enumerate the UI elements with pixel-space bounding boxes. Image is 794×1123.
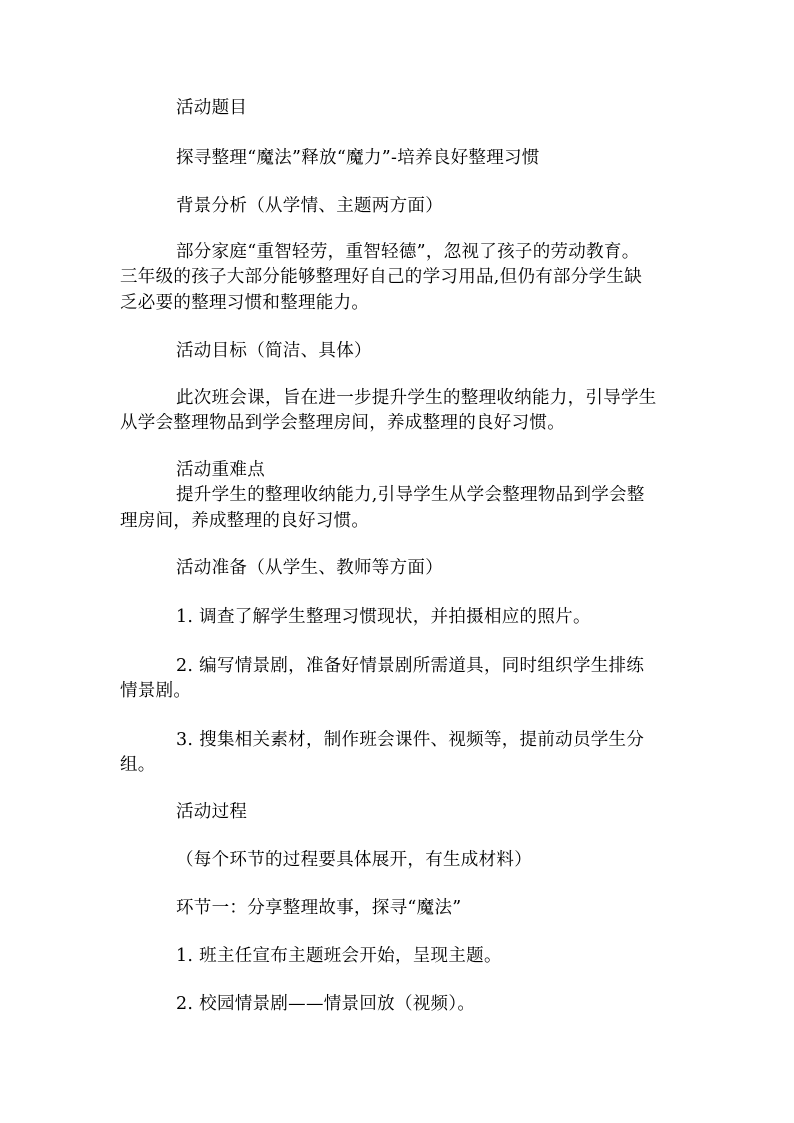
preparation-item-1: 1. 调查了解学生整理习惯现状，并拍摄相应的照片。 xyxy=(176,607,591,627)
activity-title: 探寻整理“魔法”释放“魔力”-培养良好整理习惯 xyxy=(176,148,540,168)
goals-paragraph-line-2: 从学会整理物品到学会整理房间，养成整理的良好习惯。 xyxy=(120,413,565,433)
background-paragraph-line-3: 乏必要的整理习惯和整理能力。 xyxy=(120,293,370,313)
heading-key-points: 活动重难点 xyxy=(176,460,265,480)
preparation-item-3-line-1: 3. 搜集相关素材，制作班会课件、视频等，提前动员学生分 xyxy=(176,730,645,750)
heading-goals: 活动目标（简洁、具体） xyxy=(176,341,372,361)
heading-preparation: 活动准备（从学生、教师等方面） xyxy=(176,558,443,578)
stage-one-title: 环节一：分享整理故事，探寻“魔法” xyxy=(176,898,462,918)
key-points-line-1: 提升学生的整理收纳能力,引导学生从学会整理物品到学会整 xyxy=(176,485,645,505)
process-note: （每个环节的过程要具体展开，有生成材料） xyxy=(176,850,532,870)
key-points-line-2: 理房间，养成整理的良好习惯。 xyxy=(120,511,370,531)
preparation-item-2-line-1: 2. 编写情景剧，准备好情景剧所需道具，同时组织学生排练 xyxy=(176,656,645,676)
preparation-item-3-line-2: 组。 xyxy=(120,755,156,775)
stage-one-item-1: 1. 班主任宣布主题班会开始，呈现主题。 xyxy=(176,946,502,966)
stage-one-item-2: 2. 校园情景剧——情景回放（视频）。 xyxy=(176,994,476,1014)
goals-paragraph-line-1: 此次班会课，旨在进一步提升学生的整理收纳能力，引导学生 xyxy=(176,388,657,408)
background-paragraph-line-2: 三年级的孩子大部分能够整理好自己的学习用品,但仍有部分学生缺 xyxy=(120,267,643,287)
heading-process: 活动过程 xyxy=(176,802,248,822)
preparation-item-2-line-2: 情景剧。 xyxy=(120,681,192,701)
heading-background: 背景分析（从学情、主题两方面） xyxy=(176,196,443,216)
background-paragraph-line-1: 部分家庭“重智轻劳，重智轻德”，忽视了孩子的劳动教育。 xyxy=(176,242,640,262)
heading-activity-title: 活动题目 xyxy=(176,98,248,118)
